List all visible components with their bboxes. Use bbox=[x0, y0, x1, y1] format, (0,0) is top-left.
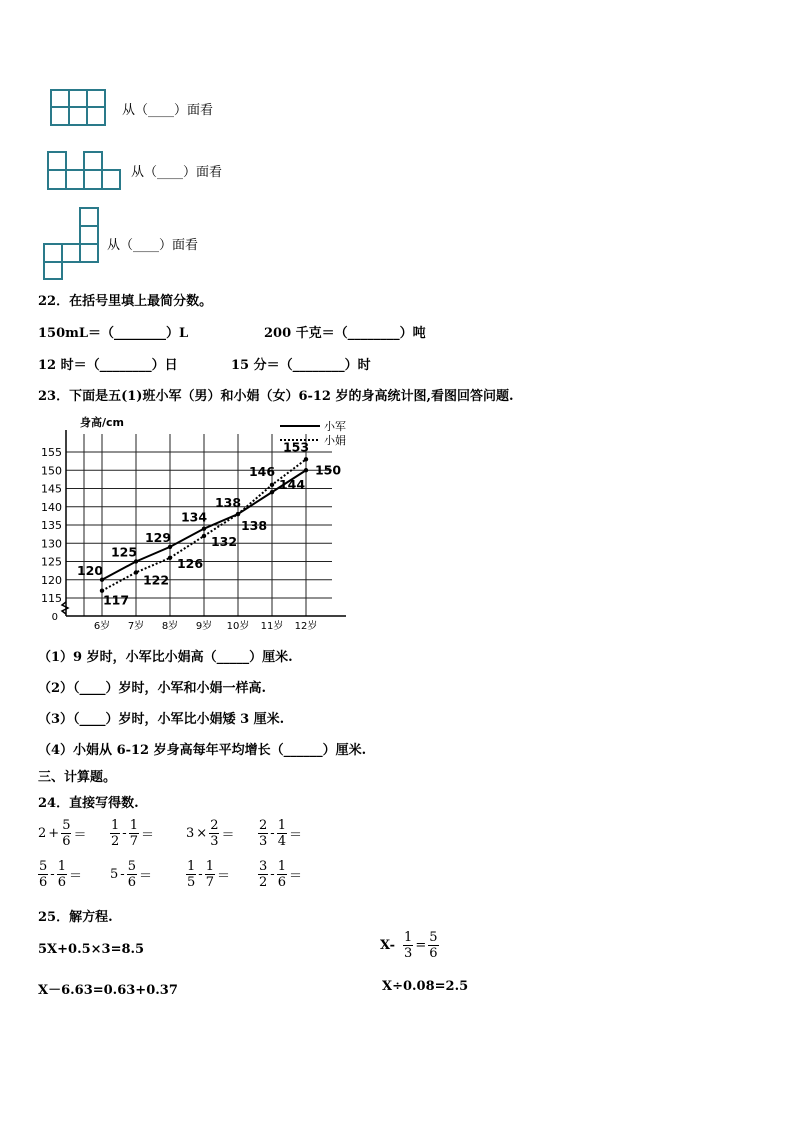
q23-question-1: （1）9 岁时，小军比小娟高（_____）厘米. bbox=[38, 650, 293, 665]
view-figure-2 bbox=[44, 150, 124, 192]
data-label: 126 bbox=[176, 555, 204, 571]
equation-3: X－6.63=0.63+0.37 bbox=[38, 983, 178, 998]
operator: - bbox=[122, 826, 127, 841]
data-label: 146 bbox=[248, 463, 276, 479]
fraction-denominator: 6 bbox=[127, 875, 136, 890]
x-tick-label: 6岁 bbox=[93, 621, 111, 632]
fraction bbox=[129, 818, 139, 849]
fraction-denominator: 6 bbox=[277, 875, 286, 890]
data-point bbox=[304, 457, 308, 461]
equation-4: X÷0.08=2.5 bbox=[382, 979, 469, 994]
fraction-numerator: 5 bbox=[127, 859, 136, 874]
x-tick-label: 10岁 bbox=[226, 621, 250, 632]
data-point bbox=[168, 556, 172, 560]
y-axis-label: 身高/cm bbox=[80, 416, 124, 429]
arithmetic-item bbox=[258, 859, 302, 890]
data-point bbox=[168, 545, 172, 549]
operator: - bbox=[270, 867, 275, 882]
x-tick-label: 7岁 bbox=[127, 621, 145, 632]
equals-sign: ＝ bbox=[68, 869, 82, 884]
fraction-denominator: 6 bbox=[57, 875, 66, 890]
y-tick-label: 130 bbox=[41, 537, 62, 551]
fraction-numerator: 1 bbox=[277, 859, 286, 874]
whole-number: 2 bbox=[38, 826, 47, 841]
arithmetic-item bbox=[110, 818, 154, 849]
q22-item-1: 150mL＝（________）L bbox=[38, 326, 189, 341]
equals-sign: ＝ bbox=[221, 828, 235, 843]
data-label: 120 bbox=[76, 562, 104, 578]
equals-sign: ＝ bbox=[140, 828, 154, 843]
whole-number: 5 bbox=[110, 867, 119, 882]
operator: + bbox=[48, 826, 60, 841]
fraction-denominator: 3 bbox=[210, 834, 219, 849]
section-title: 三、计算题。 bbox=[38, 770, 117, 785]
view-figure-1 bbox=[48, 88, 108, 128]
fraction-numerator: 5 bbox=[39, 859, 48, 874]
data-point bbox=[202, 526, 206, 530]
whole-number: 3 bbox=[186, 826, 195, 841]
y-tick-label: 150 bbox=[41, 464, 62, 478]
q22-item-2: 200 千克＝（________）吨 bbox=[264, 326, 426, 341]
fraction-denominator: 3 bbox=[404, 946, 413, 961]
data-label: 132 bbox=[210, 533, 238, 549]
fraction-denominator: 4 bbox=[277, 834, 286, 849]
data-label: 153 bbox=[282, 439, 310, 455]
equation-2-equals: = bbox=[415, 938, 427, 953]
fraction-denominator: 2 bbox=[259, 875, 268, 890]
operator: - bbox=[120, 867, 125, 882]
data-label: 138 bbox=[240, 518, 268, 534]
arithmetic-item bbox=[186, 818, 234, 849]
equals-sign: ＝ bbox=[73, 828, 87, 843]
equals-sign: ＝ bbox=[138, 869, 152, 884]
fraction-numerator: 1 bbox=[111, 818, 120, 833]
fraction-denominator: 6 bbox=[39, 875, 48, 890]
data-point bbox=[270, 490, 274, 494]
fraction bbox=[205, 859, 215, 890]
fraction-denominator: 2 bbox=[111, 834, 120, 849]
q23-question-2: （2）（____）岁时，小军和小娟一样高. bbox=[38, 681, 267, 696]
equals-sign: ＝ bbox=[288, 828, 302, 843]
view-label-2: 从（____）面看 bbox=[131, 165, 223, 180]
arithmetic-item bbox=[38, 859, 82, 890]
q23-question-3: （3）（____）岁时，小军比小娟矮 3 厘米. bbox=[38, 712, 285, 727]
operator: - bbox=[50, 867, 55, 882]
data-label: 129 bbox=[144, 529, 172, 545]
fraction bbox=[258, 818, 268, 849]
y-tick-label: 115 bbox=[41, 592, 62, 605]
y-tick-label: 120 bbox=[41, 573, 62, 587]
fraction bbox=[258, 859, 268, 890]
fraction-numerator: 1 bbox=[277, 818, 286, 833]
y-tick-label: 155 bbox=[41, 446, 62, 459]
x-tick-label: 11岁 bbox=[260, 621, 284, 632]
fraction bbox=[277, 859, 287, 890]
data-label: 134 bbox=[180, 509, 208, 525]
fraction-numerator: 5 bbox=[62, 818, 71, 833]
view-label-3: 从（____）面看 bbox=[107, 238, 199, 253]
q23-title: 23．下面是五(1)班小军（男）和小娟（女）6-12 岁的身高统计图,看图回答问题. bbox=[38, 389, 514, 404]
q22-item-4: 15 分＝（________）时 bbox=[231, 358, 371, 373]
data-label: 138 bbox=[214, 495, 242, 511]
q22-title: 22．在括号里填上最简分数。 bbox=[38, 294, 213, 309]
fraction-numerator: 3 bbox=[259, 859, 268, 874]
fraction bbox=[61, 818, 71, 849]
operator: - bbox=[198, 867, 203, 882]
data-label: 125 bbox=[110, 544, 138, 560]
operator: × bbox=[196, 826, 208, 841]
q23-question-4: （4）小娟从 6-12 岁身高每年平均增长（______）厘米. bbox=[38, 743, 367, 758]
equation-2-prefix: X- bbox=[380, 938, 396, 953]
fraction-numerator: 2 bbox=[259, 818, 268, 833]
fraction-numerator: 1 bbox=[404, 930, 413, 945]
x-tick-label: 8岁 bbox=[161, 621, 179, 632]
y-tick-label: 140 bbox=[41, 500, 62, 514]
data-label: 150 bbox=[314, 462, 342, 478]
fraction bbox=[110, 818, 120, 849]
fraction-denominator: 3 bbox=[259, 834, 268, 849]
fraction-numerator: 2 bbox=[210, 818, 219, 833]
arithmetic-item bbox=[258, 818, 302, 849]
view-figure-3 bbox=[40, 205, 102, 281]
y-tick-label: 125 bbox=[41, 555, 62, 569]
data-label: 144 bbox=[278, 477, 306, 493]
fraction-denominator: 6 bbox=[62, 834, 71, 849]
x-tick-label: 9岁 bbox=[195, 621, 213, 632]
operator: - bbox=[270, 826, 275, 841]
equation-2-fraction-2 bbox=[428, 930, 438, 961]
legend-label: 小军 bbox=[324, 420, 346, 433]
fraction-denominator: 7 bbox=[205, 875, 214, 890]
view-label-1: 从（____）面看 bbox=[122, 103, 214, 118]
q22-item-3: 12 时＝（________）日 bbox=[38, 358, 178, 373]
legend-label: 小娟 bbox=[324, 434, 346, 447]
data-point bbox=[304, 468, 308, 472]
data-point bbox=[134, 570, 138, 574]
height-line-chart bbox=[30, 412, 400, 634]
data-point bbox=[134, 559, 138, 563]
equation-2 bbox=[380, 930, 439, 961]
fraction-numerator: 1 bbox=[57, 859, 66, 874]
equals-sign: ＝ bbox=[216, 869, 230, 884]
data-point bbox=[100, 578, 104, 582]
fraction-numerator: 1 bbox=[205, 859, 214, 874]
data-point bbox=[270, 483, 274, 487]
fraction bbox=[209, 818, 219, 849]
fraction-numerator: 1 bbox=[187, 859, 196, 874]
fraction bbox=[38, 859, 48, 890]
arithmetic-item bbox=[38, 818, 86, 849]
data-point bbox=[202, 534, 206, 538]
fraction bbox=[127, 859, 137, 890]
equals-sign: ＝ bbox=[288, 869, 302, 884]
axis-break bbox=[62, 602, 68, 614]
arithmetic-item bbox=[186, 859, 230, 890]
q24-title: 24．直接写得数. bbox=[38, 796, 139, 811]
fraction bbox=[277, 818, 287, 849]
equation-2-fraction-1 bbox=[403, 930, 413, 961]
fraction bbox=[57, 859, 67, 890]
x-tick-label: 12岁 bbox=[294, 621, 318, 632]
arithmetic-item bbox=[110, 859, 152, 890]
fraction-denominator: 5 bbox=[187, 875, 196, 890]
equation-1: 5X+0.5×3=8.5 bbox=[38, 942, 145, 957]
y-origin-label: 0 bbox=[51, 612, 58, 623]
q25-title: 25．解方程. bbox=[38, 910, 113, 925]
data-label: 122 bbox=[142, 572, 170, 588]
y-tick-label: 145 bbox=[41, 482, 62, 496]
data-label: 117 bbox=[102, 592, 130, 608]
fraction-denominator: 7 bbox=[129, 834, 138, 849]
fraction-numerator: 5 bbox=[429, 930, 438, 945]
fraction-denominator: 6 bbox=[429, 946, 438, 961]
y-tick-label: 135 bbox=[41, 519, 62, 532]
fraction-numerator: 1 bbox=[129, 818, 138, 833]
fraction bbox=[186, 859, 196, 890]
data-point bbox=[236, 512, 240, 516]
